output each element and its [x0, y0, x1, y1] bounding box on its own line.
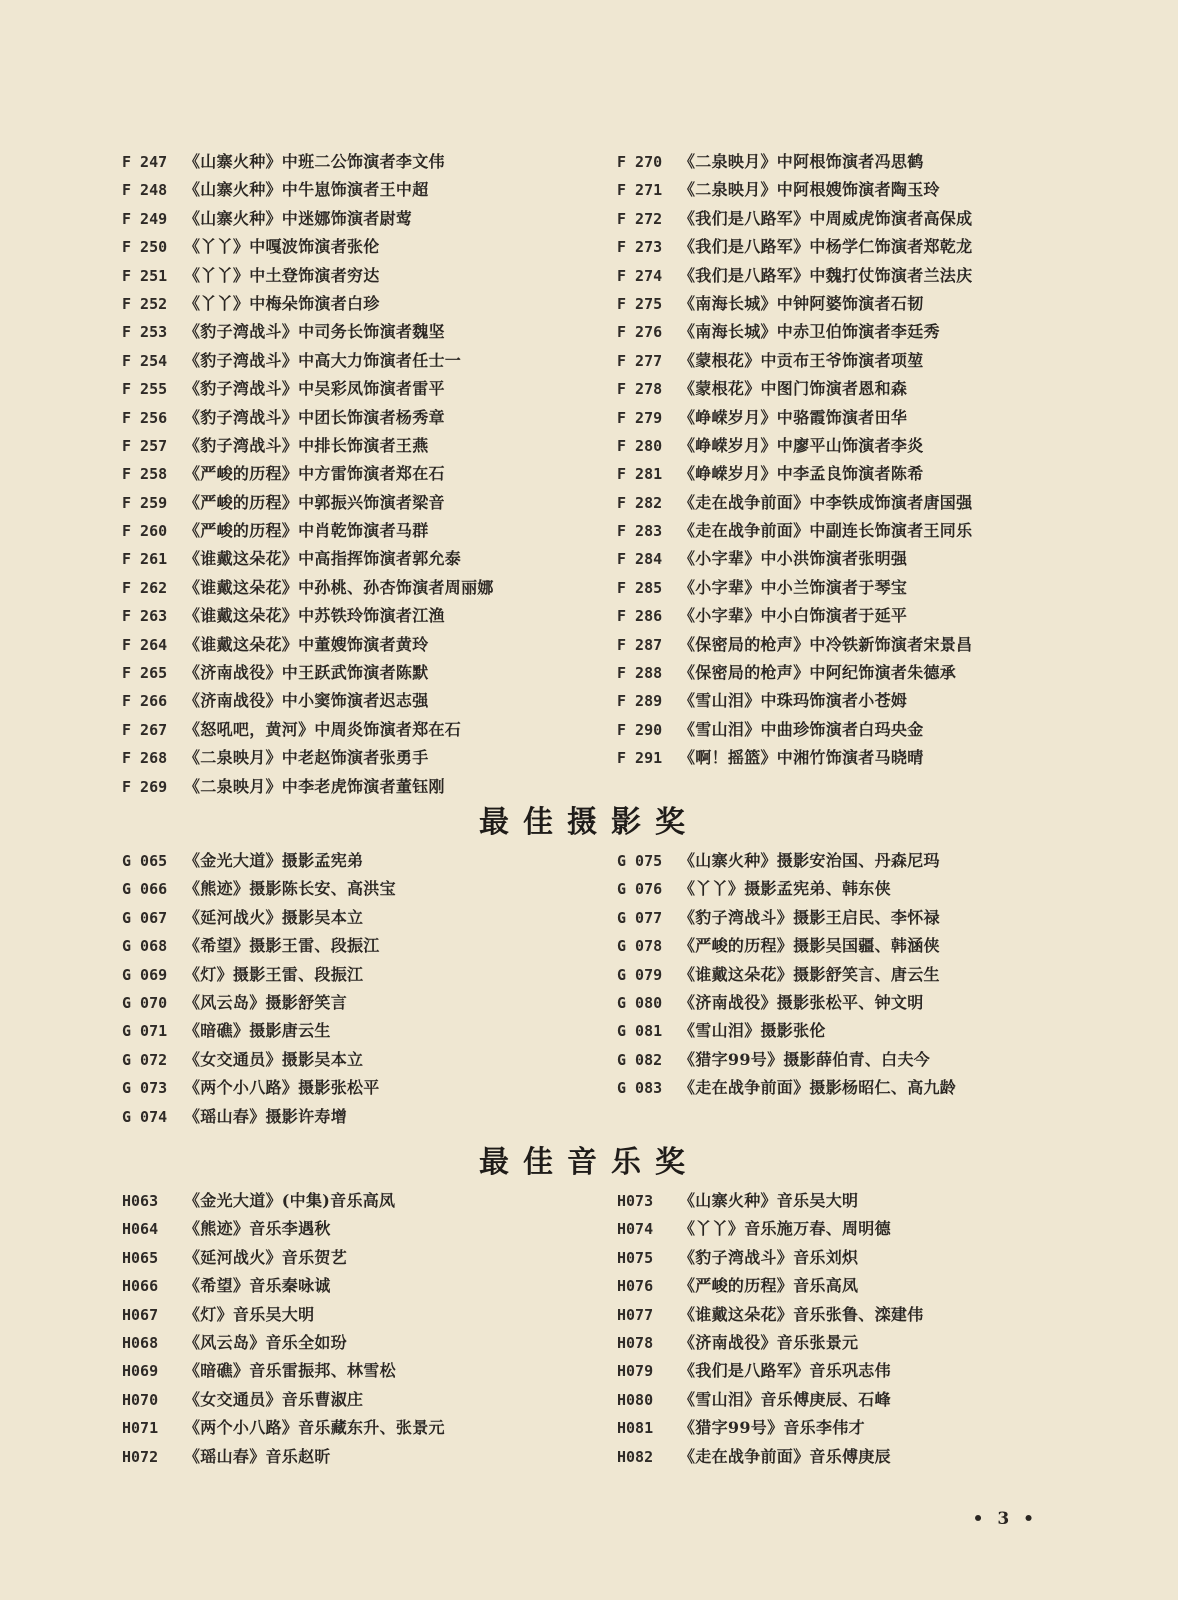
entry-text: 《蒙根花》中贡布王爷饰演者项堃	[679, 350, 924, 370]
list-item	[122, 1443, 602, 1471]
entry-code: H073	[617, 1192, 654, 1210]
list-item	[122, 148, 602, 176]
entry-text: 《暗礁》摄影唐云生	[184, 1021, 331, 1041]
entry-text: 《小字辈》中小兰饰演者于琴宝	[679, 577, 908, 597]
list-item	[617, 904, 1137, 932]
entry-text: 《丫丫》中嘎波饰演者张伦	[184, 237, 380, 257]
list-item	[617, 1414, 1137, 1442]
list-item	[122, 659, 602, 687]
entry-code: F 279	[617, 408, 663, 427]
entry-text: 《严峻的历程》中方雷饰演者郑在石	[184, 464, 445, 484]
entry-code: H077	[617, 1305, 654, 1324]
entry-text: 《我们是八路军》中杨学仁饰演者郑乾龙	[679, 237, 973, 257]
list-item	[122, 489, 602, 517]
entry-text: 《豹子湾战斗》摄影王启民、李怀禄	[679, 907, 940, 927]
entry-text: 《小字辈》中小洪饰演者张明强	[679, 549, 908, 569]
entry-text: 《啊！摇篮》中湘竹饰演者马晓晴	[679, 748, 924, 768]
entry-text: 《金光大道》(中集)音乐高凤	[184, 1191, 396, 1210]
list-item	[617, 1272, 1137, 1300]
entry-text: 《豹子湾战斗》中团长饰演者杨秀章	[184, 407, 445, 427]
list-item	[617, 602, 1137, 630]
list-item	[122, 687, 602, 715]
list-item	[122, 716, 602, 744]
entry-text: 《峥嵘岁月》中李孟良饰演者陈希	[679, 464, 924, 484]
entry-text: 《济南战役》摄影张松平、钟文明	[679, 992, 924, 1012]
entry-code: H068	[122, 1333, 159, 1352]
list-item	[617, 517, 1137, 545]
entry-code: H081	[617, 1419, 654, 1438]
entry-code: F 248	[122, 181, 168, 200]
list-item	[617, 744, 1137, 772]
entry-code: G 079	[617, 965, 663, 984]
entry-code: G 082	[617, 1050, 663, 1069]
entry-text: 《金光大道》摄影孟宪弟	[184, 851, 364, 870]
entry-text: 《怒吼吧，黄河》中周炎饰演者郑在石	[184, 719, 462, 739]
entry-text: 《小字辈》中小白饰演者于延平	[679, 606, 908, 626]
list-item	[617, 262, 1137, 290]
list-item	[122, 1103, 602, 1131]
entry-text: 《济南战役》中王跃武饰演者陈默	[184, 663, 429, 683]
list-item	[617, 932, 1137, 960]
list-item	[617, 574, 1137, 602]
entry-code: H070	[122, 1390, 159, 1409]
list-item	[122, 1357, 602, 1385]
entry-text: 《希望》摄影王雷、段振江	[184, 936, 380, 956]
list-item	[122, 1244, 602, 1272]
entry-code: F 274	[617, 266, 663, 285]
entry-code: F 253	[122, 323, 168, 342]
entry-code: G 076	[617, 880, 663, 899]
list-item	[122, 375, 602, 403]
list-item	[617, 1017, 1137, 1045]
entry-code: F 272	[617, 209, 663, 228]
entry-text: 《走在战争前面》中副连长饰演者王同乐	[679, 521, 973, 541]
entry-text: 《女交通员》摄影吴本立	[184, 1049, 364, 1069]
entry-code: H080	[617, 1390, 654, 1409]
entry-text: 《济南战役》音乐张景元	[679, 1332, 859, 1352]
entry-code: F 282	[617, 493, 663, 512]
list-item	[617, 432, 1137, 460]
list-item	[617, 176, 1137, 204]
page-number: • 3 •	[972, 1509, 1038, 1529]
entry-code: G 071	[122, 1022, 168, 1041]
entry-code: F 289	[617, 692, 663, 711]
list-item	[122, 875, 602, 903]
list-item	[617, 375, 1137, 403]
entry-text: 《丫丫》中梅朵饰演者白珍	[184, 293, 380, 313]
entry-text: 《二泉映月》中老赵饰演者张勇手	[184, 748, 429, 768]
entry-code: G 083	[617, 1079, 663, 1098]
entry-code: F 288	[617, 664, 663, 683]
entry-code: F 268	[122, 749, 168, 768]
list-item	[617, 1215, 1137, 1243]
entry-code: F 266	[122, 692, 168, 711]
entry-text: 《女交通员》音乐曹淑庄	[184, 1389, 364, 1409]
section-g-left-column	[122, 847, 602, 1131]
section-f-left-column	[122, 148, 602, 801]
entry-text: 《谁戴这朵花》摄影舒笑言、唐云生	[679, 964, 940, 984]
entry-text: 《南海长城》中赤卫伯饰演者李廷秀	[679, 322, 940, 342]
entry-text: 《山寨火种》中迷娜饰演者尉莺	[184, 208, 413, 228]
entry-text: 《山寨火种》中班二公饰演者李文伟	[184, 152, 445, 171]
list-item	[122, 233, 602, 261]
entry-code: G 072	[122, 1050, 168, 1069]
entry-code: F 252	[122, 294, 168, 313]
list-item	[617, 1443, 1137, 1471]
list-item	[122, 744, 602, 772]
entry-text: 《走在战争前面》中李铁成饰演者唐国强	[679, 492, 973, 512]
entry-text: 《延河战火》摄影吴本立	[184, 907, 364, 927]
entry-text: 《雪山泪》摄影张伦	[679, 1021, 826, 1041]
entry-code: G 077	[617, 908, 663, 927]
list-item	[122, 1187, 602, 1215]
list-item	[122, 961, 602, 989]
list-item	[122, 347, 602, 375]
list-item	[617, 716, 1137, 744]
list-item	[617, 687, 1137, 715]
list-item	[617, 875, 1137, 903]
entry-text: 《雪山泪》音乐傅庚辰、石峰	[679, 1389, 891, 1409]
entry-text: 《猎字99号》音乐李伟才	[679, 1418, 865, 1438]
list-item	[122, 545, 602, 573]
list-item	[122, 1074, 602, 1102]
entry-text: 《雪山泪》中曲珍饰演者白玛央金	[679, 719, 924, 739]
entry-text: 《谁戴这朵花》中苏铁玲饰演者江渔	[184, 606, 445, 626]
entry-code: F 265	[122, 664, 168, 683]
entry-text: 《熊迹》音乐李遇秋	[184, 1219, 331, 1239]
entry-text: 《熊迹》摄影陈长安、高洪宝	[184, 879, 396, 899]
list-item	[617, 489, 1137, 517]
entry-code: F 264	[122, 635, 168, 654]
list-item	[122, 1386, 602, 1414]
list-item	[122, 1017, 602, 1045]
entry-text: 《保密局的枪声》中冷铁新饰演者宋景昌	[679, 634, 973, 654]
list-item	[122, 1046, 602, 1074]
entry-text: 《雪山泪》中珠玛饰演者小苍姆	[679, 691, 908, 711]
list-item	[122, 517, 602, 545]
list-item	[617, 347, 1137, 375]
entry-code: F 256	[122, 408, 168, 427]
entry-code: F 254	[122, 351, 168, 370]
entry-text: 《峥嵘岁月》中骆霞饰演者田华	[679, 407, 908, 427]
list-item	[122, 404, 602, 432]
entry-code: F 263	[122, 607, 168, 626]
section-g-heading: 最佳摄影奖	[479, 805, 699, 840]
entry-code: F 259	[122, 493, 168, 512]
entry-code: F 280	[617, 436, 663, 455]
entry-code: H063	[122, 1192, 159, 1210]
entry-text: 《走在战争前面》摄影杨昭仁、高九龄	[679, 1078, 957, 1098]
entry-text: 《两个小八路》音乐藏东升、张景元	[184, 1418, 445, 1438]
entry-code: F 281	[617, 465, 663, 484]
entry-text: 《豹子湾战斗》中排长饰演者王燕	[184, 435, 429, 455]
entry-code: H072	[122, 1447, 159, 1466]
list-item	[617, 1046, 1137, 1074]
list-item	[617, 318, 1137, 346]
entry-text: 《我们是八路军》音乐巩志伟	[679, 1361, 891, 1381]
entry-text: 《谁戴这朵花》音乐张鲁、滦建伟	[679, 1304, 924, 1324]
list-item	[617, 1244, 1137, 1272]
list-item	[122, 1329, 602, 1357]
entry-text: 《严峻的历程》摄影吴国疆、韩涵侠	[679, 936, 940, 956]
entry-text: 《风云岛》摄影舒笑言	[184, 992, 348, 1012]
entry-code: H082	[617, 1447, 654, 1466]
list-item	[122, 318, 602, 346]
entry-code: H067	[122, 1305, 159, 1324]
list-item	[122, 1215, 602, 1243]
entry-text: 《豹子湾战斗》中吴彩凤饰演者雷平	[184, 379, 445, 399]
list-item	[617, 1386, 1137, 1414]
list-item	[617, 1357, 1137, 1385]
list-item	[617, 1301, 1137, 1329]
entry-text: 《峥嵘岁月》中廖平山饰演者李炎	[679, 435, 924, 455]
entry-code: G 075	[617, 852, 663, 870]
entry-code: F 290	[617, 720, 663, 739]
entry-code: F 269	[122, 777, 168, 796]
entry-code: G 080	[617, 993, 663, 1012]
entry-code: H066	[122, 1277, 159, 1296]
entry-text: 《走在战争前面》音乐傅庚辰	[679, 1446, 891, 1466]
entry-code: H064	[122, 1220, 159, 1239]
entry-text: 《严峻的历程》中郭振兴饰演者梁音	[184, 492, 445, 512]
entry-text: 《延河战火》音乐贺艺	[184, 1247, 348, 1267]
entry-code: H065	[122, 1248, 159, 1267]
list-item	[122, 904, 602, 932]
list-item	[617, 989, 1137, 1017]
list-item	[122, 432, 602, 460]
list-item	[617, 961, 1137, 989]
entry-code: H071	[122, 1419, 159, 1438]
entry-code: F 276	[617, 323, 663, 342]
list-item	[122, 1272, 602, 1300]
entry-text: 《丫丫》音乐施万春、周明德	[679, 1219, 891, 1239]
entry-code: F 285	[617, 578, 663, 597]
list-item	[617, 847, 1137, 875]
entry-code: G 070	[122, 993, 168, 1012]
entry-code: F 287	[617, 635, 663, 654]
entry-text: 《猎字99号》摄影薛伯青、白夫今	[679, 1049, 931, 1069]
entry-code: H078	[617, 1333, 654, 1352]
entry-text: 《南海长城》中钟阿婆饰演者石韧	[679, 293, 924, 313]
entry-text: 《瑶山春》摄影许寿增	[184, 1106, 348, 1126]
entry-text: 《严峻的历程》中肖乾饰演者马群	[184, 521, 429, 541]
list-item	[617, 659, 1137, 687]
entry-code: G 067	[122, 908, 168, 927]
entry-code: G 065	[122, 852, 168, 870]
entry-code: F 275	[617, 294, 663, 313]
list-item	[122, 602, 602, 630]
entry-text: 《保密局的枪声》中阿纪饰演者朱德承	[679, 663, 957, 683]
entry-code: F 257	[122, 436, 168, 455]
entry-text: 《丫丫》中土登饰演者穷达	[184, 265, 380, 285]
entry-text: 《丫丫》摄影孟宪弟、韩东侠	[679, 879, 891, 899]
entry-text: 《谁戴这朵花》中高指挥饰演者郭允泰	[184, 549, 462, 569]
entry-code: F 260	[122, 522, 168, 541]
entry-text: 《济南战役》中小窦饰演者迟志强	[184, 691, 429, 711]
entry-code: H069	[122, 1362, 159, 1381]
entry-code: F 270	[617, 153, 663, 171]
entry-code: F 277	[617, 351, 663, 370]
list-item	[122, 631, 602, 659]
list-item	[617, 233, 1137, 261]
list-item	[617, 205, 1137, 233]
entry-code: F 249	[122, 209, 168, 228]
list-item	[617, 290, 1137, 318]
list-item	[122, 574, 602, 602]
entry-text: 《山寨火种》摄影安治国、丹森尼玛	[679, 851, 940, 870]
entry-code: F 250	[122, 238, 168, 257]
entry-text: 《我们是八路军》中周威虎饰演者高保成	[679, 208, 973, 228]
list-item	[122, 205, 602, 233]
entry-text: 《两个小八路》摄影张松平	[184, 1078, 380, 1098]
entry-text: 《希望》音乐秦咏诚	[184, 1276, 331, 1296]
entry-code: H076	[617, 1277, 654, 1296]
list-item	[617, 460, 1137, 488]
list-item	[617, 545, 1137, 573]
entry-code: G 078	[617, 937, 663, 956]
list-item	[122, 1414, 602, 1442]
entry-text: 《严峻的历程》音乐高凤	[679, 1276, 859, 1296]
section-f-right-column	[617, 148, 1137, 773]
entry-code: F 255	[122, 380, 168, 399]
entry-text: 《灯》音乐吴大明	[184, 1304, 315, 1324]
section-h-right-column	[617, 1187, 1137, 1471]
entry-code: H079	[617, 1362, 654, 1381]
list-item	[122, 176, 602, 204]
list-item	[617, 1074, 1137, 1102]
entry-text: 《山寨火种》音乐吴大明	[679, 1191, 859, 1210]
entry-code: F 284	[617, 550, 663, 569]
entry-text: 《瑶山春》音乐赵昕	[184, 1446, 331, 1466]
list-item	[617, 1187, 1137, 1215]
entry-text: 《二泉映月》中李老虎饰演者董钰刚	[184, 776, 445, 796]
entry-code: F 283	[617, 522, 663, 541]
entry-text: 《谁戴这朵花》中孙桃、孙杏饰演者周丽娜	[184, 577, 494, 597]
entry-code: G 069	[122, 965, 168, 984]
entry-code: F 291	[617, 749, 663, 768]
list-item	[122, 460, 602, 488]
list-item	[617, 148, 1137, 176]
entry-code: F 273	[617, 238, 663, 257]
entry-code: G 081	[617, 1022, 663, 1041]
entry-code: F 247	[122, 153, 168, 171]
entry-code: G 066	[122, 880, 168, 899]
list-item	[122, 262, 602, 290]
list-item	[617, 631, 1137, 659]
entry-text: 《豹子湾战斗》中司务长饰演者魏坚	[184, 322, 445, 342]
entry-text: 《二泉映月》中阿根饰演者冯思鹤	[679, 152, 924, 171]
list-item	[122, 989, 602, 1017]
entry-text: 《我们是八路军》中魏打仗饰演者兰法庆	[679, 265, 973, 285]
entry-text: 《风云岛》音乐全如玢	[184, 1332, 348, 1352]
list-item	[122, 847, 602, 875]
entry-text: 《二泉映月》中阿根嫂饰演者陶玉玲	[679, 180, 940, 200]
entry-text: 《豹子湾战斗》中高大力饰演者任士一	[184, 350, 462, 370]
entry-code: F 278	[617, 380, 663, 399]
section-g-right-column	[617, 847, 1137, 1103]
entry-text: 《豹子湾战斗》音乐刘炽	[679, 1247, 859, 1267]
entry-code: F 258	[122, 465, 168, 484]
list-item	[617, 1329, 1137, 1357]
entry-code: F 286	[617, 607, 663, 626]
list-item	[617, 404, 1137, 432]
entry-code: F 267	[122, 720, 168, 739]
list-item	[122, 290, 602, 318]
entry-code: F 261	[122, 550, 168, 569]
section-h-left-column	[122, 1187, 602, 1471]
entry-code: G 074	[122, 1107, 168, 1126]
entry-text: 《山寨火种》中牛崽饰演者王中超	[184, 180, 429, 200]
entry-code: F 251	[122, 266, 168, 285]
entry-text: 《灯》摄影王雷、段振江	[184, 964, 364, 984]
entry-code: H075	[617, 1248, 654, 1267]
entry-code: G 068	[122, 937, 168, 956]
entry-code: G 073	[122, 1079, 168, 1098]
entry-text: 《谁戴这朵花》中董嫂饰演者黄玲	[184, 634, 429, 654]
entry-text: 《暗礁》音乐雷振邦、林雪松	[184, 1361, 396, 1381]
section-h-heading: 最佳音乐奖	[479, 1145, 699, 1180]
entry-code: F 271	[617, 181, 663, 200]
list-item	[122, 932, 602, 960]
entry-code: H074	[617, 1220, 654, 1239]
entry-code: F 262	[122, 578, 168, 597]
list-item	[122, 1301, 602, 1329]
entry-text: 《蒙根花》中图门饰演者恩和森	[679, 379, 908, 399]
